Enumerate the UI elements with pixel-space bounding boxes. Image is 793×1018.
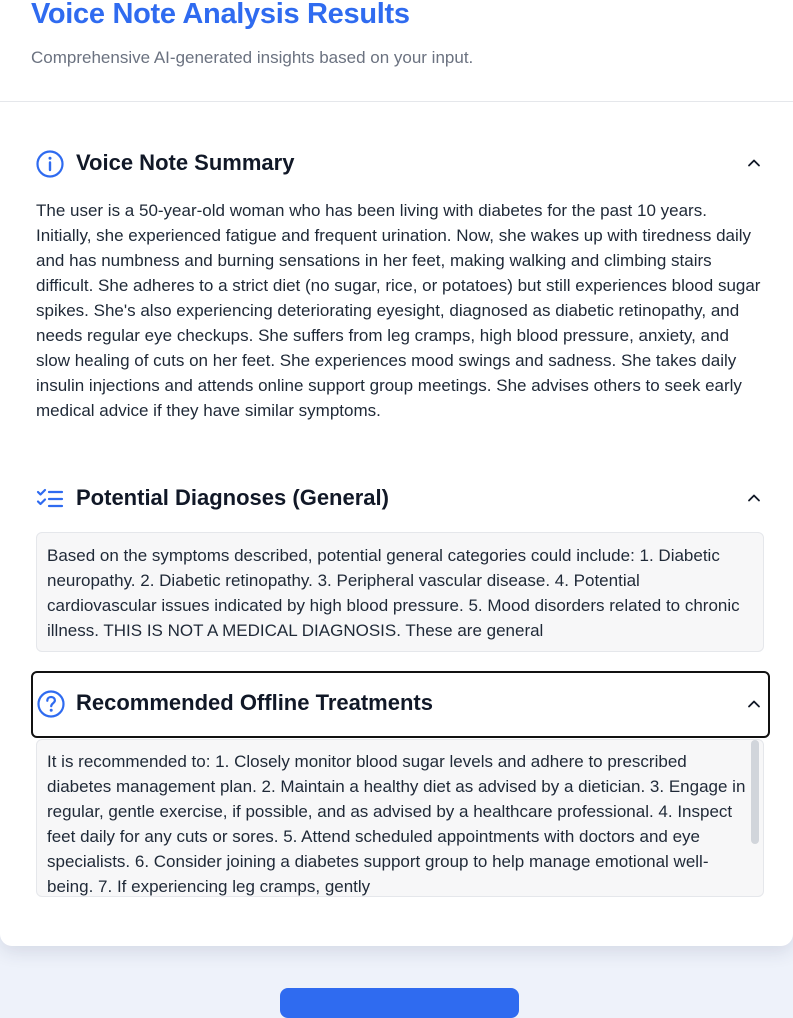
question-circle-icon xyxy=(36,689,66,719)
page-header xyxy=(0,0,793,102)
section-header-treatments[interactable] xyxy=(31,671,770,738)
page-subtitle: Comprehensive AI-generated insights based on your input. xyxy=(31,48,474,67)
treatments-text-box[interactable] xyxy=(36,739,764,897)
scrollbar-thumb[interactable] xyxy=(751,740,759,844)
checklist-icon xyxy=(35,484,65,514)
section-title: Potential Diagnoses (General) xyxy=(76,485,389,510)
diagnoses-text-box[interactable] xyxy=(36,532,764,652)
chevron-up-icon[interactable] xyxy=(746,696,762,712)
page-title: Voice Note Analysis Results xyxy=(31,0,410,30)
section-title: Recommended Offline Treatments xyxy=(76,690,433,715)
chevron-up-icon[interactable] xyxy=(746,490,762,506)
primary-action-button[interactable] xyxy=(280,988,519,1018)
section-header-summary[interactable] xyxy=(31,132,770,196)
chevron-up-icon[interactable] xyxy=(746,155,762,171)
section-header-diagnoses[interactable] xyxy=(31,467,770,531)
treatments-text: It is recommended to: 1. Closely monitor blood sugar levels and adhere to prescribed diabetes management plan. 2. Maintain a healthy diet as advised by a dietician. 3. Engage in regular, gentle exercise, if possible, and as advised by a healthcare professional. 4. Inspect feet daily for any cuts or sores. 5. Attend scheduled appointments with doctors and eye specialists. 6. Consider joining a diabetes support group to help manage emotional well-being. 7. If experiencing leg cramps, gently xyxy=(47,752,746,896)
diagnoses-text: Based on the symptoms described, potential general categories could include: 1. Diabetic neuropathy. 2. Diabetic retinopathy. 3. Peripheral vascular disease. 4. Potential cardiovascular issues indicated by high blood pressure. 5. Mood disorders related to chronic illness. THIS IS NOT A MEDICAL DIAGNOSIS. These are general xyxy=(47,546,740,640)
info-circle-icon xyxy=(35,149,65,179)
summary-text: The user is a 50-year-old woman who has been living with diabetes for the past 10 years. Initially, she experienced fatigue and frequent urination. Now, she wakes up with tiredness daily and has numbness and burning sensations in her feet, making walking and climbing stairs difficult. She adheres to a strict diet (no sugar, rice, or potatoes) but still experiences blood sugar spikes. She's also experiencing deteriorating eyesight, diagnosed as diabetic retinopathy, and needs regular eye checkups. She suffers from leg cramps, high blood pressure, anxiety, and slow healing of cuts on her feet. She experiences mood swings and sadness. She takes daily insulin injections and attends online support group meetings. She advises others to seek early medical advice if they have similar symptoms. xyxy=(36,201,761,420)
section-title: Voice Note Summary xyxy=(76,150,295,175)
